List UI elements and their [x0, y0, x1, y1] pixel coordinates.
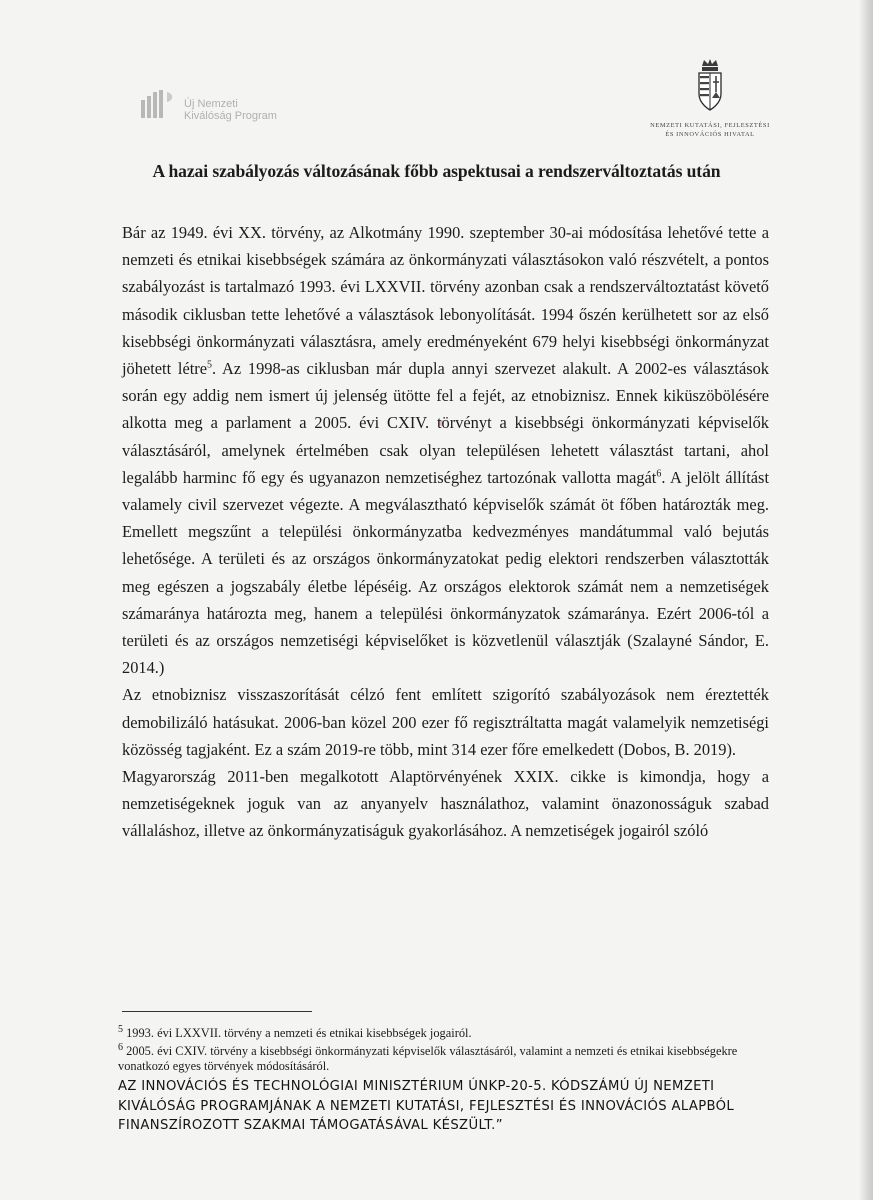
- nkfih-line2: ÉS INNOVÁCIÓS HIVATAL: [665, 130, 755, 138]
- paragraph-3: Magyarország 2011-ben megalkotott Alaptörvényének XXIX. cikke is kimondja, hogy a nemzetiségeknek joguk van az anyanyelv használathoz, valamint önazonosságuk szabad vállaláshoz, illetve az önkormányzatiságuk gyakorlásához. A nemzetiségek jogairól szóló: [122, 767, 769, 841]
- footnote-5: [118, 1023, 770, 1042]
- body-text: [122, 219, 769, 845]
- paragraph-1: [122, 219, 769, 681]
- nkfih-logo: [640, 58, 780, 139]
- funding-note: AZ INNOVÁCIÓS ÉS TECHNOLÓGIAI MINISZTÉRIUM ÚNKP-20-5. KÓDSZÁMÚ ÚJ NEMZETI KIVÁLÓSÁG PROGRAMJÁNAK A NEMZETI KUTATÁSI, FEJLESZTÉSI ÉS INNOVÁCIÓS ALAPBÓL FINANSZÍROZOTT SZAKMAI TÁMOGATÁSÁVAL KÉSZÜLT.”: [118, 1079, 735, 1134]
- unkp-logo: [140, 88, 277, 122]
- footnote-text: 2005. évi CXIV. törvény a kisebbségi önkormányzati képviselők választásáról, valamint a nemzeti és etnikai kisebbségekre vonatkozó egyes törvények módosításáról.: [118, 1043, 738, 1073]
- paragraph-1-part-b: . Az 1998-as ciklusban már dupla annyi szervezet alakult. A 2002-es választások során egy addig nem ismert új jelenség ütötte fel a fejét, az etnobiznisz. Ennek kiküszöbölésére alkotta meg a parlament a 2005. évi CXIV. törvényt a kisebbségi önkormányzati képviselők választásáról, amelynek értelmében csak olyan településen lehetett választást tartani, ahol legalább harminc fő egy és ugyanazon nemzetiséghez tartozónak vallotta magát: [122, 359, 769, 487]
- footnote-number: 6: [118, 1041, 123, 1053]
- paragraph-2: Az etnobiznisz visszaszorítását célzó fent említett szigorító szabályozások nem éreztették demobilizáló hatásukat. 2006-ban közel 200 ezer fő regisztráltatta magát valamelyik nemzetiségi közösség tagjaként. Ez a szám 2019-re több, mint 314 ezer főre emelkedett (Dobos, B. 2019).: [122, 685, 769, 759]
- hungarian-coat-of-arms-icon: [695, 58, 725, 116]
- footnote-ref-6[interactable]: 6: [656, 468, 662, 480]
- footnote-6: [118, 1041, 770, 1075]
- footnotes: [118, 1023, 770, 1075]
- unkp-logo-line1: Új Nemzeti: [184, 98, 238, 110]
- footnote-number: 5: [118, 1023, 123, 1035]
- document-title: A hazai szabályozás változásának főbb aspektusai a rendszerváltoztatás után: [152, 161, 721, 181]
- footnote-divider: [122, 1011, 312, 1012]
- footnote-ref-5[interactable]: 5: [207, 359, 213, 371]
- paragraph-1-part-c: . A jelölt állítást valamely civil szervezet végezte. A megválasztható képviselők számát öt főben határozták meg. Emellett megszűnt a települési önkormányzatba kedvezményes mandátummal való bejutás lehetősége. A területi és az országos önkormányzatokat pedig elektori rendszerben választották meg egészen a jogszabály életbe lépéséig. Az országos elektorok számát nem a nemzetiségek számaránya határozta meg, hanem a települési önkormányzatok számaránya. Ezért 2006-tól a területi és az országos nemzetiségi képviselőket is közvetlenül választják (Szalayné Sándor, E. 2014.): [122, 467, 769, 678]
- unkp-logo-line2: Kiválóság Program: [184, 110, 277, 122]
- nkfih-line1: NEMZETI KUTATÁSI, FEJLESZTÉSI: [650, 122, 770, 129]
- unkp-logo-icon: [140, 88, 178, 122]
- paragraph-1-part-a: Bár az 1949. évi XX. törvény, az Alkotmány 1990. szeptember 30-ai módosítása lehetővé tette a nemzeti és etnikai kisebbségek számára az önkormányzati választásokon való részvételt, a pontos szabályozást is tartalmazó 1993. évi LXXVII. törvény azonban csak a rendszerváltoztatást követő második ciklusban tette lehetővé a választások lebonyolítását. 1994 őszén kerülhetett sor az első kisebbségi önkormányzati választásra, amely eredményeként 679 helyi kisebbségi önkormányzat jöhetett létre: [122, 223, 769, 379]
- footnote-text: 1993. évi LXXVII. törvény a nemzeti és etnikai kisebbségek jogairól.: [123, 1026, 472, 1040]
